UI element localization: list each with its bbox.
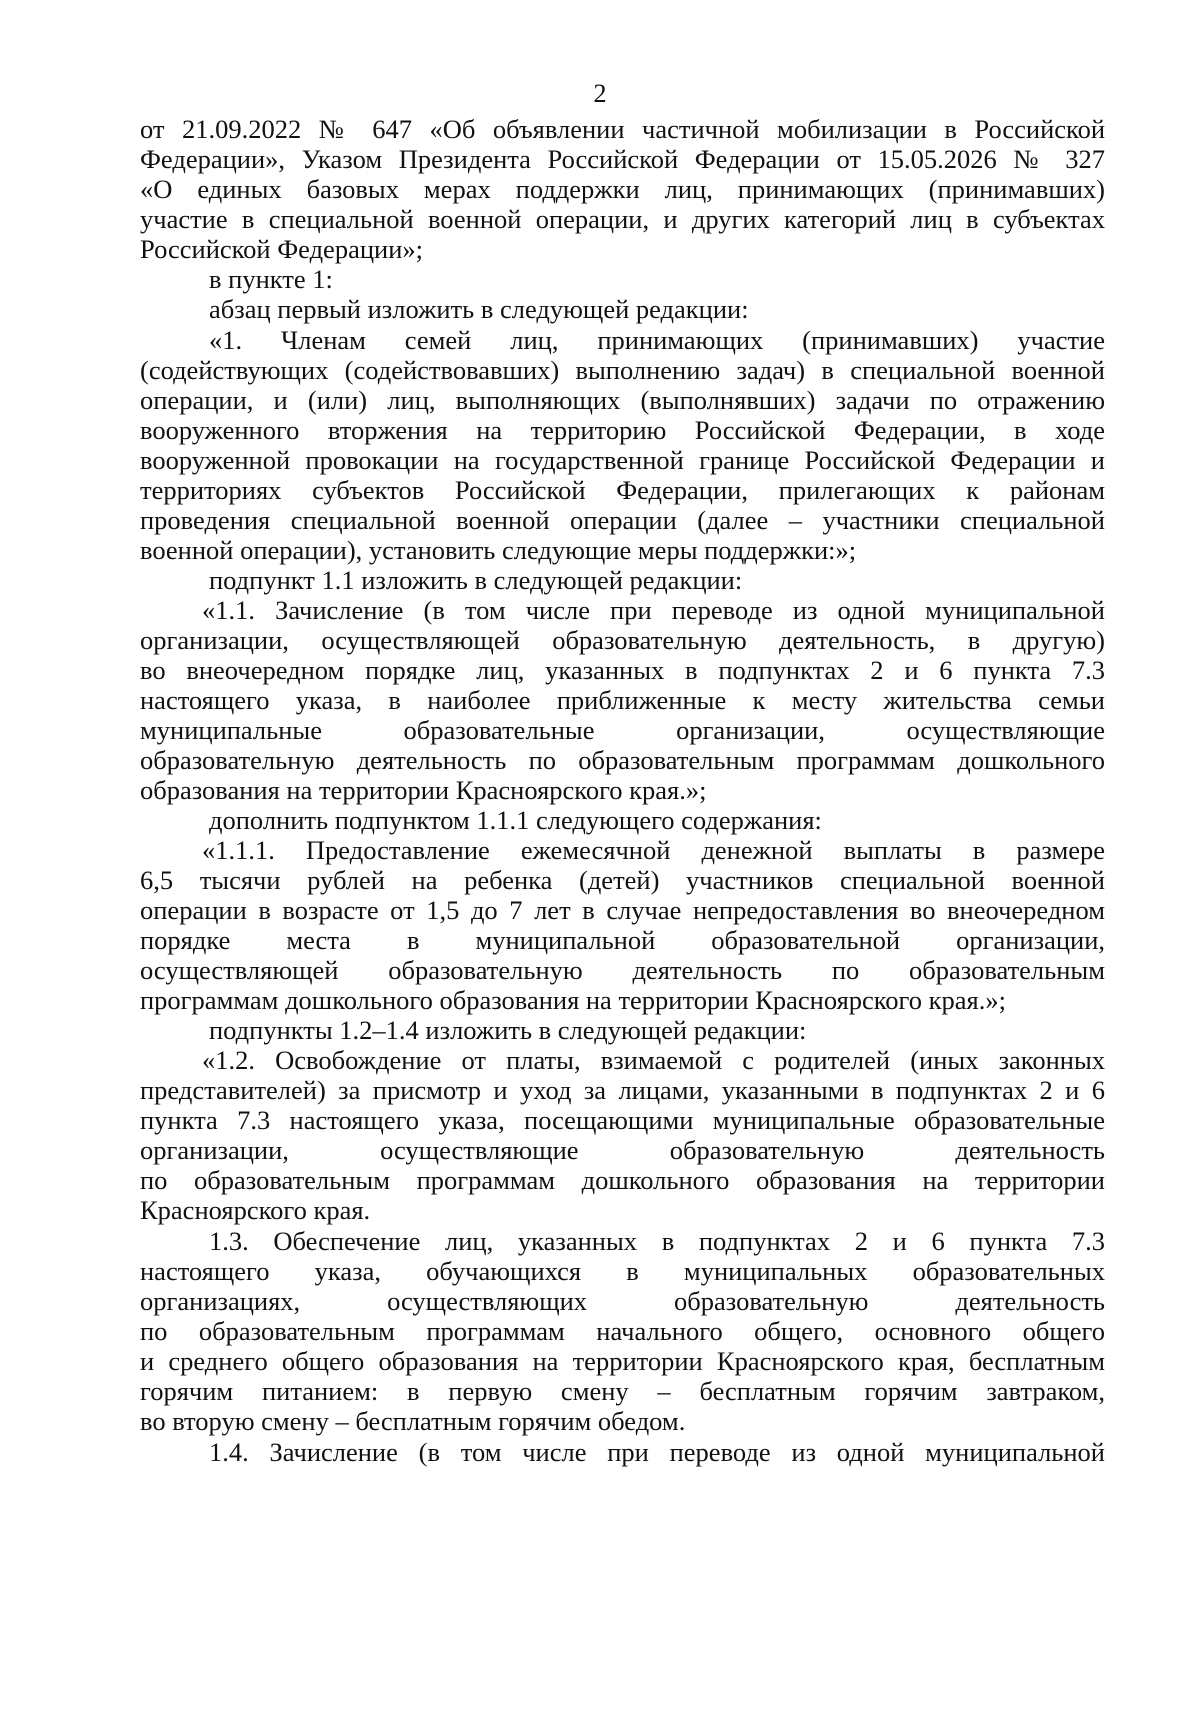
text-line: территориях субъектов Российской Федерации, прилегающих к районам: [140, 475, 1105, 505]
text-line: во вторую смену – бесплатным горячим обедом.: [140, 1406, 686, 1436]
text-line: 6,5 тысячи рублей на ребенка (детей) участников специальной военной: [140, 865, 1105, 895]
text-line: операции в возрасте от 1,5 до 7 лет в случае непредоставления во внеочередном: [140, 895, 1105, 925]
text-line: Российской Федерации»;: [140, 234, 423, 264]
text-line: Федерации», Указом Президента Российской Федерации от 15.05.2026 № 327: [140, 144, 1105, 174]
text-line: 1.3. Обеспечение лиц, указанных в подпунктах 2 и 6 пункта 7.3: [209, 1226, 1105, 1256]
text-line: участие в специальной военной операции, и других категорий лиц в субъектах: [140, 204, 1105, 234]
text-line: абзац первый изложить в следующей редакции:: [209, 294, 749, 324]
text-line: образовательную деятельность по образовательным программам дошкольного: [140, 745, 1105, 775]
text-line: организации, осуществляющей образовательную деятельность, в другую): [140, 625, 1105, 655]
text-line: настоящего указа, обучающихся в муниципальных образовательных: [140, 1256, 1105, 1286]
text-line: горячим питанием: в первую смену – бесплатным горячим завтраком,: [140, 1376, 1105, 1406]
text-line: в пункте 1:: [209, 264, 333, 294]
text-line: подпункт 1.1 изложить в следующей редакции:: [209, 565, 743, 595]
text-line: вооруженной провокации на государственной границе Российской Федерации и: [140, 445, 1105, 475]
text-line: по образовательным программам начального общего, основного общего: [140, 1316, 1105, 1346]
text-line: «О единых базовых мерах поддержки лиц, принимающих (принимавших): [140, 174, 1105, 204]
text-line: осуществляющей образовательную деятельность по образовательным: [140, 955, 1105, 985]
page-number: 2: [593, 79, 607, 108]
text-line: (содействующих (содействовавших) выполнению задач) в специальной военной: [140, 355, 1105, 385]
text-line: организации, осуществляющие образовательную деятельность: [140, 1135, 1105, 1165]
text-line: «1. Членам семей лиц, принимающих (принимавших) участие: [209, 325, 1105, 355]
text-line: «1.1. Зачисление (в том числе при переводе из одной муниципальной: [202, 595, 1105, 625]
text-line: вооруженного вторжения на территорию Российской Федерации, в ходе: [140, 415, 1105, 445]
text-line: порядке места в муниципальной образовательной организации,: [140, 925, 1105, 955]
text-line: представителей) за присмотр и уход за лицами, указанными в подпунктах 2 и 6: [140, 1075, 1105, 1105]
text-line: военной операции), установить следующие меры поддержки:»;: [140, 535, 857, 565]
text-line: дополнить подпунктом 1.1.1 следующего содержания:: [209, 805, 822, 835]
text-line: от 21.09.2022 № 647 «Об объявлении частичной мобилизации в Российской: [140, 114, 1105, 144]
text-line: по образовательным программам дошкольного образования на территории: [140, 1165, 1105, 1195]
text-line: программам дошкольного образования на территории Красноярского края.»;: [140, 985, 1006, 1015]
text-line: во внеочередном порядке лиц, указанных в подпунктах 2 и 6 пункта 7.3: [140, 655, 1105, 685]
text-line: 1.4. Зачисление (в том числе при переводе из одной муниципальной: [209, 1437, 1105, 1467]
text-line: «1.1.1. Предоставление ежемесячной денежной выплаты в размере: [202, 835, 1105, 865]
text-line: операции, и (или) лиц, выполняющих (выполнявших) задачи по отражению: [140, 385, 1105, 415]
text-line: подпункты 1.2–1.4 изложить в следующей редакции:: [209, 1015, 807, 1045]
text-line: проведения специальной военной операции (далее – участники специальной: [140, 505, 1105, 535]
text-line: образования на территории Красноярского края.»;: [140, 775, 707, 805]
text-line: настоящего указа, в наиболее приближенные к месту жительства семьи: [140, 685, 1105, 715]
text-line: и среднего общего образования на территории Красноярского края, бесплатным: [140, 1346, 1105, 1376]
text-line: Красноярского края.: [140, 1195, 371, 1225]
text-line: организациях, осуществляющих образовательную деятельность: [140, 1286, 1105, 1316]
text-line: муниципальные образовательные организации, осуществляющие: [140, 715, 1105, 745]
text-line: пункта 7.3 настоящего указа, посещающими муниципальные образовательные: [140, 1105, 1105, 1135]
text-line: «1.2. Освобождение от платы, взимаемой с родителей (иных законных: [202, 1045, 1105, 1075]
